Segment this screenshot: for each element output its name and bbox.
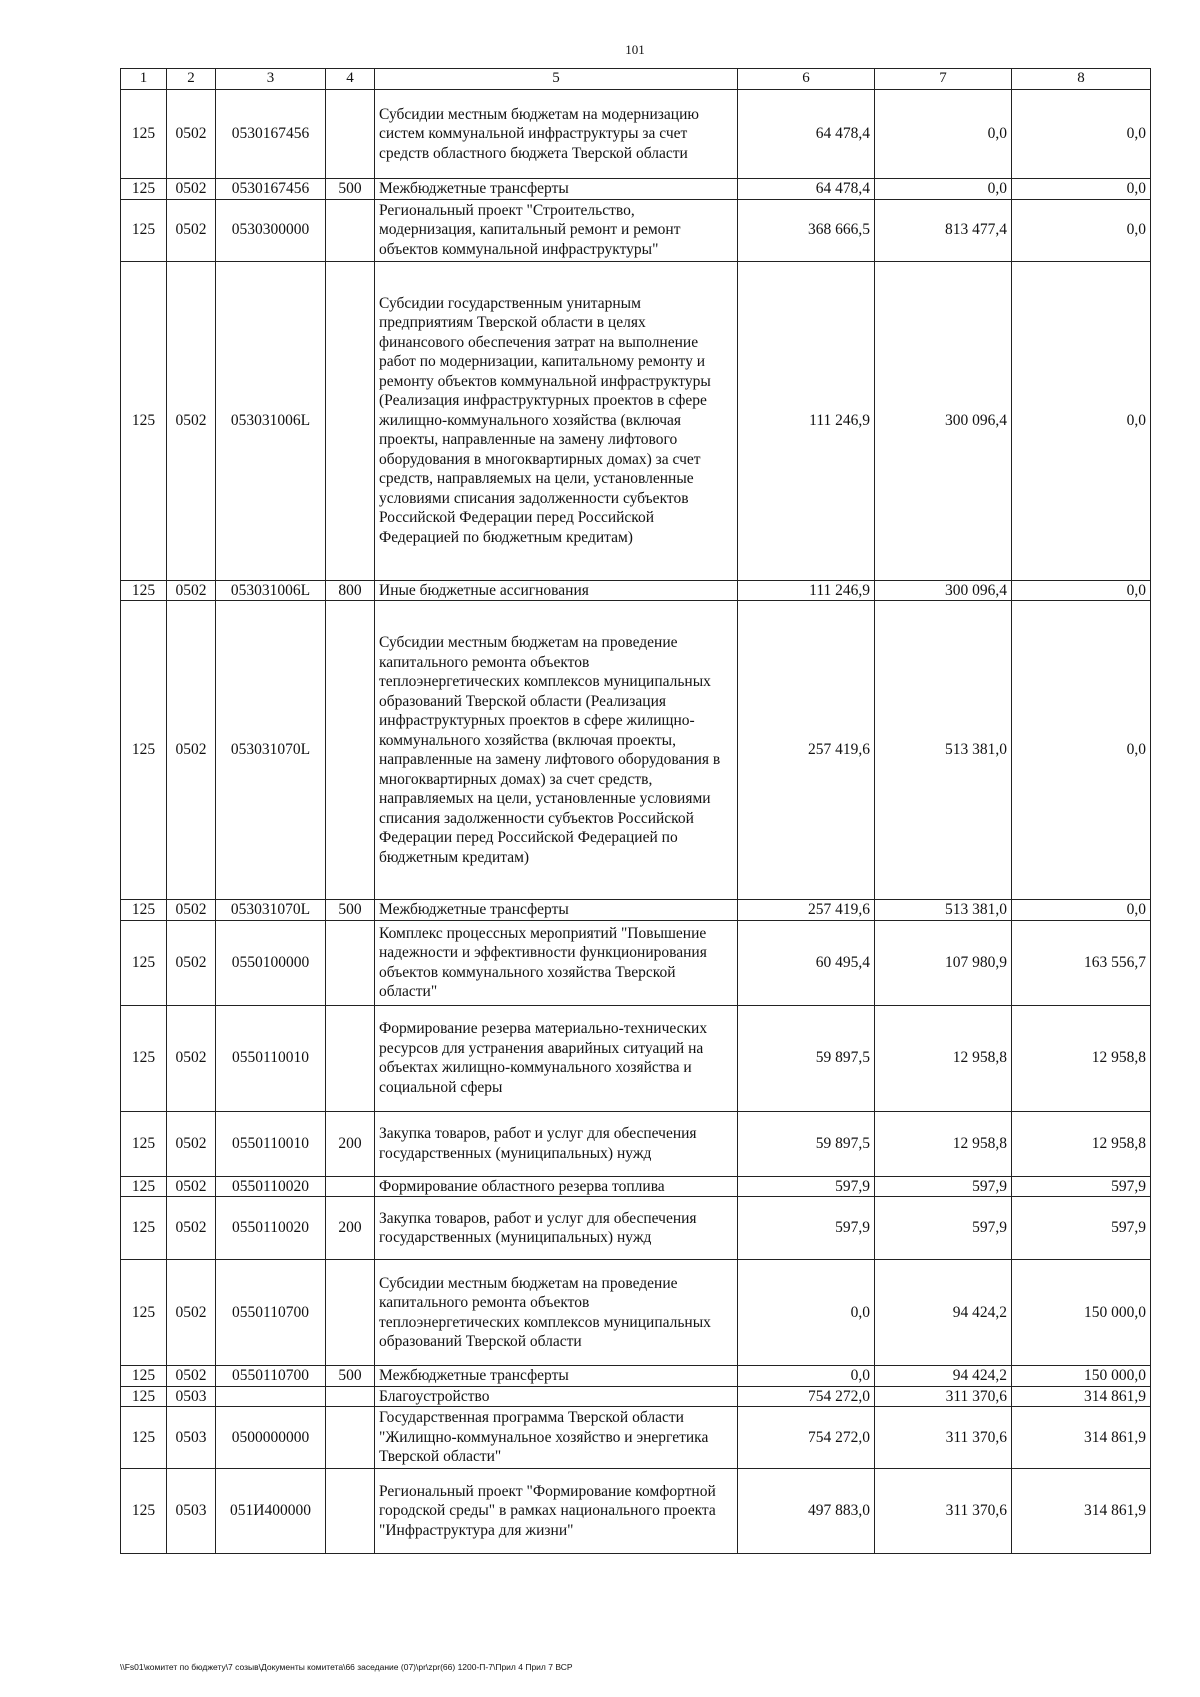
cell-target-article: 0550110700 [216,1366,326,1387]
cell-expense-type: 500 [326,900,375,921]
cell-section: 0502 [167,1176,216,1197]
cell-expense-type [326,1005,375,1111]
cell-name: Закупка товаров, работ и услуг для обеспечения государственных (муниципальных) нужд [375,1111,738,1176]
cell-name: Закупка товаров, работ и услуг для обеспечения государственных (муниципальных) нужд [375,1197,738,1260]
column-header: 2 [167,69,216,90]
cell-amount-1: 257 419,6 [738,900,875,921]
table-row [121,199,1151,261]
cell-amount-3: 150 000,0 [1012,1260,1151,1366]
cell-amount-3: 0,0 [1012,90,1151,179]
cell-amount-1: 754 272,0 [738,1386,875,1407]
cell-section: 0502 [167,1260,216,1366]
cell-amount-1: 597,9 [738,1176,875,1197]
cell-admin-code: 125 [121,580,167,601]
column-header: 4 [326,69,375,90]
cell-expense-type [326,1260,375,1366]
cell-amount-1: 59 897,5 [738,1005,875,1111]
cell-amount-2: 12 958,8 [875,1111,1012,1176]
cell-expense-type: 800 [326,580,375,601]
table-row [121,900,1151,921]
cell-section: 0502 [167,90,216,179]
cell-amount-2: 94 424,2 [875,1366,1012,1387]
cell-target-article: 0550100000 [216,920,326,1005]
cell-target-article: 053031070L [216,601,326,900]
cell-target-article: 0550110010 [216,1005,326,1111]
cell-amount-2: 513 381,0 [875,601,1012,900]
column-number-row [121,69,1151,90]
cell-amount-1: 59 897,5 [738,1111,875,1176]
cell-admin-code: 125 [121,1469,167,1554]
cell-section: 0503 [167,1407,216,1469]
cell-target-article: 0530300000 [216,199,326,261]
cell-amount-1: 0,0 [738,1366,875,1387]
cell-name: Благоустройство [375,1386,738,1407]
cell-name: Региональный проект "Формирование комфортной городской среды" в рамках национального проекта "Инфраструктура для жизни" [375,1469,738,1554]
table-row [121,90,1151,179]
cell-admin-code: 125 [121,90,167,179]
cell-amount-3: 597,9 [1012,1197,1151,1260]
cell-admin-code: 125 [121,1176,167,1197]
cell-name: Формирование резерва материально-технических ресурсов для устранения аварийных ситуаций на объектах жилищно-коммунального хозяйства и социальной сферы [375,1005,738,1111]
cell-name: Межбюджетные трансферты [375,900,738,921]
cell-admin-code: 125 [121,1005,167,1111]
cell-amount-2: 813 477,4 [875,199,1012,261]
cell-admin-code: 125 [121,1386,167,1407]
cell-section: 0502 [167,199,216,261]
cell-target-article [216,1386,326,1407]
cell-name: Субсидии местным бюджетам на проведение капитального ремонта объектов теплоэнергетических комплексов муниципальных образований Тверской области (Реализация инфраструктурных проектов в сфере жилищно-коммунального хозяйства (включая проекты, направленные на замену лифтового оборудования в многоквартирных домах) за счет средств, направляемых на цели, установленные условиями списания задолженности субъектов Российской Федерации перед Российской Федерацией по бюджетным кредитам) [375,601,738,900]
cell-name: Государственная программа Тверской области "Жилищно-коммунальное хозяйство и энергетика Тверской области" [375,1407,738,1469]
cell-amount-2: 0,0 [875,179,1012,200]
table-row [121,1407,1151,1469]
cell-section: 0502 [167,1111,216,1176]
cell-admin-code: 125 [121,920,167,1005]
cell-name: Субсидии местным бюджетам на проведение капитального ремонта объектов теплоэнергетических комплексов муниципальных образований Тверской области [375,1260,738,1366]
cell-name: Субсидии государственным унитарным предприятиям Тверской области в целях финансового обеспечения затрат на выполнение работ по модернизации, капитальному ремонту и ремонту объектов коммунальной инфраструктуры (Реализация инфраструктурных проектов в сфере жилищно-коммунального хозяйства (включая проекты, направленные на замену лифтового оборудования в многоквартирных домах) за счет средств, направляемых на цели, установленные условиями списания задолженности субъектов Российской Федерации перед Российской Федерацией по бюджетным кредитам) [375,261,738,580]
column-header: 6 [738,69,875,90]
cell-admin-code: 125 [121,261,167,580]
table-row [121,920,1151,1005]
cell-amount-3: 0,0 [1012,601,1151,900]
table-row [121,1366,1151,1387]
table-row [121,179,1151,200]
cell-amount-3: 0,0 [1012,900,1151,921]
cell-amount-3: 314 861,9 [1012,1386,1151,1407]
cell-amount-3: 597,9 [1012,1176,1151,1197]
budget-table [120,68,1151,1554]
cell-expense-type: 500 [326,179,375,200]
cell-expense-type [326,90,375,179]
cell-amount-1: 64 478,4 [738,90,875,179]
cell-amount-2: 300 096,4 [875,580,1012,601]
column-header: 5 [375,69,738,90]
cell-section: 0502 [167,1366,216,1387]
cell-amount-2: 12 958,8 [875,1005,1012,1111]
cell-target-article: 0530167456 [216,90,326,179]
column-header: 1 [121,69,167,90]
table-row [121,1005,1151,1111]
cell-expense-type: 200 [326,1197,375,1260]
cell-expense-type [326,199,375,261]
cell-amount-3: 0,0 [1012,179,1151,200]
cell-expense-type [326,1469,375,1554]
cell-amount-2: 311 370,6 [875,1386,1012,1407]
cell-amount-2: 311 370,6 [875,1469,1012,1554]
cell-section: 0502 [167,601,216,900]
cell-expense-type: 200 [326,1111,375,1176]
cell-amount-3: 0,0 [1012,261,1151,580]
table-row [121,580,1151,601]
cell-section: 0502 [167,179,216,200]
cell-expense-type: 500 [326,1366,375,1387]
cell-name: Региональный проект "Строительство, модернизация, капитальный ремонт и ремонт объектов коммунальной инфраструктуры" [375,199,738,261]
cell-amount-3: 163 556,7 [1012,920,1151,1005]
cell-admin-code: 125 [121,1366,167,1387]
table-row [121,261,1151,580]
cell-admin-code: 125 [121,179,167,200]
cell-admin-code: 125 [121,199,167,261]
cell-amount-1: 497 883,0 [738,1469,875,1554]
cell-amount-2: 94 424,2 [875,1260,1012,1366]
cell-target-article: 053031070L [216,900,326,921]
cell-expense-type [326,1407,375,1469]
cell-section: 0503 [167,1386,216,1407]
cell-section: 0502 [167,1197,216,1260]
cell-target-article: 053031006L [216,261,326,580]
cell-amount-3: 314 861,9 [1012,1469,1151,1554]
cell-section: 0502 [167,920,216,1005]
cell-name: Межбюджетные трансферты [375,1366,738,1387]
cell-amount-1: 597,9 [738,1197,875,1260]
table-row [121,1111,1151,1176]
cell-amount-2: 0,0 [875,90,1012,179]
column-header: 3 [216,69,326,90]
table-row [121,1176,1151,1197]
cell-name: Межбюджетные трансферты [375,179,738,200]
cell-amount-3: 314 861,9 [1012,1407,1151,1469]
cell-section: 0502 [167,261,216,580]
cell-section: 0502 [167,900,216,921]
cell-section: 0503 [167,1469,216,1554]
cell-target-article: 053031006L [216,580,326,601]
table-row [121,1197,1151,1260]
table-row [121,601,1151,900]
table-row [121,1469,1151,1554]
cell-expense-type [326,261,375,580]
column-header: 8 [1012,69,1151,90]
cell-name: Комплекс процессных мероприятий "Повышение надежности и эффективности функционирования объектов коммунального хозяйства Тверской области" [375,920,738,1005]
cell-admin-code: 125 [121,1260,167,1366]
cell-expense-type [326,601,375,900]
cell-name: Формирование областного резерва топлива [375,1176,738,1197]
cell-amount-3: 0,0 [1012,199,1151,261]
cell-amount-2: 311 370,6 [875,1407,1012,1469]
cell-section: 0502 [167,580,216,601]
cell-name: Субсидии местным бюджетам на модернизацию систем коммунальной инфраструктуры за счет средств областного бюджета Тверской области [375,90,738,179]
cell-amount-1: 111 246,9 [738,580,875,601]
cell-expense-type [326,920,375,1005]
cell-admin-code: 125 [121,1111,167,1176]
cell-target-article: 0550110020 [216,1197,326,1260]
cell-amount-1: 111 246,9 [738,261,875,580]
cell-amount-1: 754 272,0 [738,1407,875,1469]
cell-amount-2: 597,9 [875,1197,1012,1260]
cell-amount-2: 597,9 [875,1176,1012,1197]
cell-target-article: 0530167456 [216,179,326,200]
cell-target-article: 0500000000 [216,1407,326,1469]
column-header: 7 [875,69,1012,90]
cell-amount-1: 64 478,4 [738,179,875,200]
cell-admin-code: 125 [121,1197,167,1260]
table-row [121,1386,1151,1407]
table-row [121,1260,1151,1366]
cell-admin-code: 125 [121,601,167,900]
cell-amount-2: 107 980,9 [875,920,1012,1005]
cell-target-article: 0550110700 [216,1260,326,1366]
cell-target-article: 051И400000 [216,1469,326,1554]
cell-name: Иные бюджетные ассигнования [375,580,738,601]
cell-target-article: 0550110020 [216,1176,326,1197]
cell-expense-type [326,1386,375,1407]
cell-amount-1: 368 666,5 [738,199,875,261]
cell-amount-2: 300 096,4 [875,261,1012,580]
cell-amount-3: 150 000,0 [1012,1366,1151,1387]
cell-amount-1: 60 495,4 [738,920,875,1005]
cell-amount-3: 0,0 [1012,580,1151,601]
cell-admin-code: 125 [121,900,167,921]
cell-expense-type [326,1176,375,1197]
cell-amount-1: 0,0 [738,1260,875,1366]
cell-amount-1: 257 419,6 [738,601,875,900]
file-path-footer: \\Fs01\комитет по бюджету\7 созыв\Документы комитета\66 заседание (07)\pr\zpr(66) 1200-П-7\Прил 4 Прил 7 ВСР [120,1662,573,1672]
cell-target-article: 0550110010 [216,1111,326,1176]
cell-section: 0502 [167,1005,216,1111]
cell-amount-3: 12 958,8 [1012,1111,1151,1176]
cell-amount-2: 513 381,0 [875,900,1012,921]
cell-amount-3: 12 958,8 [1012,1005,1151,1111]
cell-admin-code: 125 [121,1407,167,1469]
page-number: 101 [625,42,645,57]
